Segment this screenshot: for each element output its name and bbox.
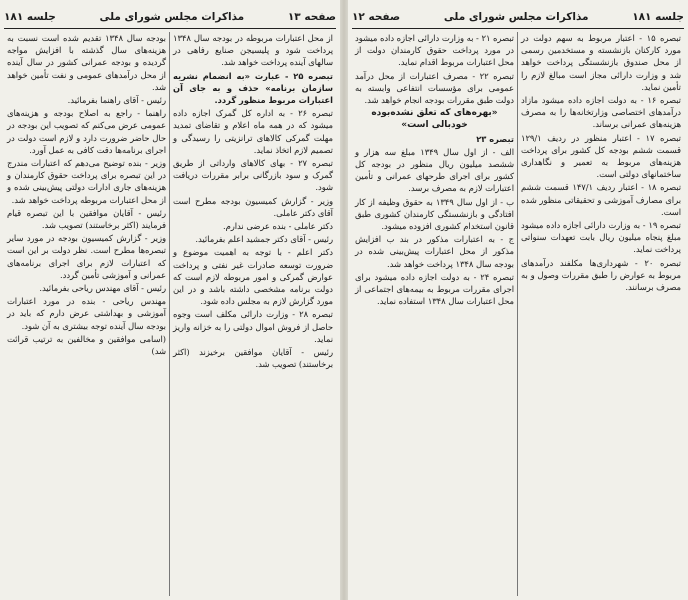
left-page-col-right xyxy=(170,32,336,596)
paragraph: تبصره ۱۶ - به دولت اجازه داده میشود مازاد درآمدهای اختصاصی وزارتخانه‌ها را به مصرف هزینه‌های عمرانی برساند. xyxy=(521,95,681,130)
paragraph: (اسامی موافقین و مخالفین به ترتیب قرائت شد) xyxy=(7,333,166,357)
paragraph: دکتر اعلم - با توجه به اهمیت موضوع و ضرورت توسعه صادرات غیر نفتی و پرداخت عوارض گمرکی و امور مربوطه لازم است که دولت برنامه مشخصی داشته باشد و در این مورد گزارش لازم به مجلس داده شود. xyxy=(173,247,333,307)
right-page-columns xyxy=(352,32,684,596)
left-page-columns xyxy=(4,32,336,596)
left-page-number: صفحه ۱۳ xyxy=(287,11,336,23)
right-page-col-right xyxy=(518,32,684,596)
paragraph: دکتر عاملی - بنده عرضی ندارم. xyxy=(222,221,333,232)
paragraph: از محل اعتبارات مربوطه در بودجه سال ۱۳۴۸ پرداخت شود و پلیسیجن صنایع رفاهی در سالهای آینده پرداخت خواهد شد. xyxy=(173,33,333,68)
paragraph: تبصره ۲۸ - وزارت دارائی مکلف است وجوه حاصل از فروش اموال دولتی را به خزانه واریز نماید. xyxy=(173,309,333,344)
note-title: تبصره ۲۵ - عبارت «به انضمام نشریه سازمان برنامه» حذف و به جای آن اعتبارات مربوط منظور گردد. xyxy=(173,70,333,106)
left-page-session: جلسه ۱۸۱ xyxy=(4,11,56,23)
left-page-col-left xyxy=(4,32,170,596)
paragraph: رئیس - آقایان موافقین برخیزند (اکثر برخاستند) تصویب شد. xyxy=(173,347,333,370)
book-gutter xyxy=(340,0,348,600)
right-page-header xyxy=(352,6,684,29)
left-page xyxy=(0,0,340,600)
paragraph: وزیر - بنده توضیح می‌دهم که اعتبارات مندرج در این تبصره برای پرداخت حقوق کارمندان و هزینه‌های جاری ادارات دولتی پیش‌بینی شده و از محل اعتبارات مربوطه پرداخت خواهد شد. xyxy=(7,158,166,205)
paragraph: راهنما - راجع به اصلاح بودجه و هزینه‌های عمومی عرض می‌کنم که تصویب این بودجه در حال حاضر ضرورت دارد و لازم است دولت در اجرای برنامه‌ها دقت کافی به عمل آورد. xyxy=(7,108,166,155)
paragraph: تبصره ۲۲ - مصرف اعتبارات از محل درآمد عمومی برای مؤسسات انتفاعی وابسته به دولت طبق مقررات بودجه انجام خواهد شد. xyxy=(355,70,514,106)
paragraph: ب - از اول سال ۱۳۴۹ به حقوق وظیفه از کار افتادگی و بازنشستگی کارمندان کشوری طبق قانون استخدام کشوری افزوده میشود. xyxy=(355,196,514,232)
note-title: تبصره ۲۳ xyxy=(476,133,514,144)
left-page-header xyxy=(4,6,336,29)
paragraph: رئیس - آقای دکتر جمشید اعلم بفرمائید. xyxy=(195,234,333,245)
paragraph: تبصره ۱۷ - اعتبار منظور در ردیف ۱۲۹/۱ قسمت ششم بودجه کل کشور برای پرداخت هزینه‌های مربوط به تعمیر و نگاهداری ساختمانهای دولتی است. xyxy=(521,132,681,180)
paragraph: مهندس ریاحی - بنده در مورد اعتبارات آموزشی و بهداشتی عرض دارم که باید در بودجه سال آینده توجه بیشتری به آن شود. xyxy=(7,296,166,331)
paragraph: تبصره ۱۹ - به وزارت دارائی اجازه داده میشود مبلغ پنجاه میلیون ریال بابت تعهدات سنواتی پرداخت نماید. xyxy=(521,220,681,255)
paragraph: رئیس - آقایان موافقین با این تبصره قیام فرمایند (اکثر برخاستند) تصویب شد. xyxy=(7,207,166,231)
section-heading: «بهره‌های که تعلق نشده‌بوده خودبالی است» xyxy=(371,108,498,131)
paragraph: تبصره ۱۸ - اعتبار ردیف ۱۴۷/۱ قسمت ششم برای مصارف آموزشی و تحقیقاتی منظور شده است. xyxy=(521,182,682,217)
paragraph: تبصره ۲۰ - شهرداری‌ها مکلفند درآمدهای مربوط به عوارض را طبق مقررات وصول و به مصرف برسانند. xyxy=(521,257,681,293)
right-page-col-left xyxy=(352,32,518,596)
right-page-number: صفحه ۱۲ xyxy=(352,11,401,23)
right-page-title: مذاکرات مجلس شورای ملی xyxy=(443,11,589,23)
right-page-session: جلسه ۱۸۱ xyxy=(632,11,684,23)
speaker-line: رئیس - آقای مهندس ریاحی بفرمائید. xyxy=(39,283,166,294)
paragraph: تبصره ۲۴ - به دولت اجازه داده میشود برای اجرای مقررات مربوط به بیمه‌های اجتماعی از محل اعتبارات سال ۱۳۴۸ استفاده نماید. xyxy=(355,271,514,307)
paragraph: الف - از اول سال ۱۳۴۹ مبلغ سه هزار و ششصد میلیون ریال منظور در بودجه کل کشور برای اجرای طرحهای عمرانی و تأمین اعتبارات لازم به مصرف برسد. xyxy=(355,146,514,194)
speaker-line: رئیس - آقای راهنما بفرمائید. xyxy=(67,95,166,106)
left-page-title: مذاکرات مجلس شورای ملی xyxy=(99,11,245,23)
right-page xyxy=(348,0,688,600)
paragraph: تبصره ۱۵ - اعتبار مربوط به سهم دولت در مورد کارکنان بازنشسته و مستخدمین رسمی از محل صندوق بازنشستگی پرداخت خواهد شد و وزارت دارائی مجاز است مبالغ لازم را تأمین نماید. xyxy=(521,33,681,92)
paragraph: تبصره ۲۷ - بهای کالاهای وارداتی از طریق گمرک و سود بازرگانی برابر مقررات دریافت شود. xyxy=(173,158,333,193)
paragraph: تبصره ۲۶ - به اداره کل گمرک اجازه داده میشود که در همه ماه اعلام و تقاضای تمدید مهلت گمرکی کالاهای ترانزیتی را رسیدگی و تصمیم لازم اتخاذ نماید. xyxy=(173,108,333,155)
paragraph: وزیر - گزارش کمیسیون بودجه در مورد سایر تبصره‌ها مطرح است. نظر دولت بر این است که اعتبارات لازم برای اجرای برنامه‌های عمرانی و آموزشی تأمین گردد. xyxy=(7,233,166,280)
paragraph: تبصره ۲۱ - به وزارت دارائی اجازه داده میشود در مورد پرداخت حقوق کارمندان دولت از محل اعتبارات مربوط اقدام نماید. xyxy=(355,33,514,68)
paragraph: وزیر - گزارش کمیسیون بودجه مطرح است آقای دکتر عاملی. xyxy=(173,195,333,218)
paragraph: ج - به اعتبارات مذکور در بند ب افزایش مذکور از محل اعتبارات پیش‌بینی شده در بودجه سال ۱۳۴۸ پرداخت خواهد شد. xyxy=(355,234,514,269)
paragraph: بودجه سال ۱۳۴۸ تقدیم شده است نسبت به هزینه‌های سال گذشته با افزایش مواجه گردیده و بودجه عمرانی کشور در سال آینده از محل درآمدهای عمومی و نفت تأمین خواهد شد. xyxy=(7,33,166,92)
